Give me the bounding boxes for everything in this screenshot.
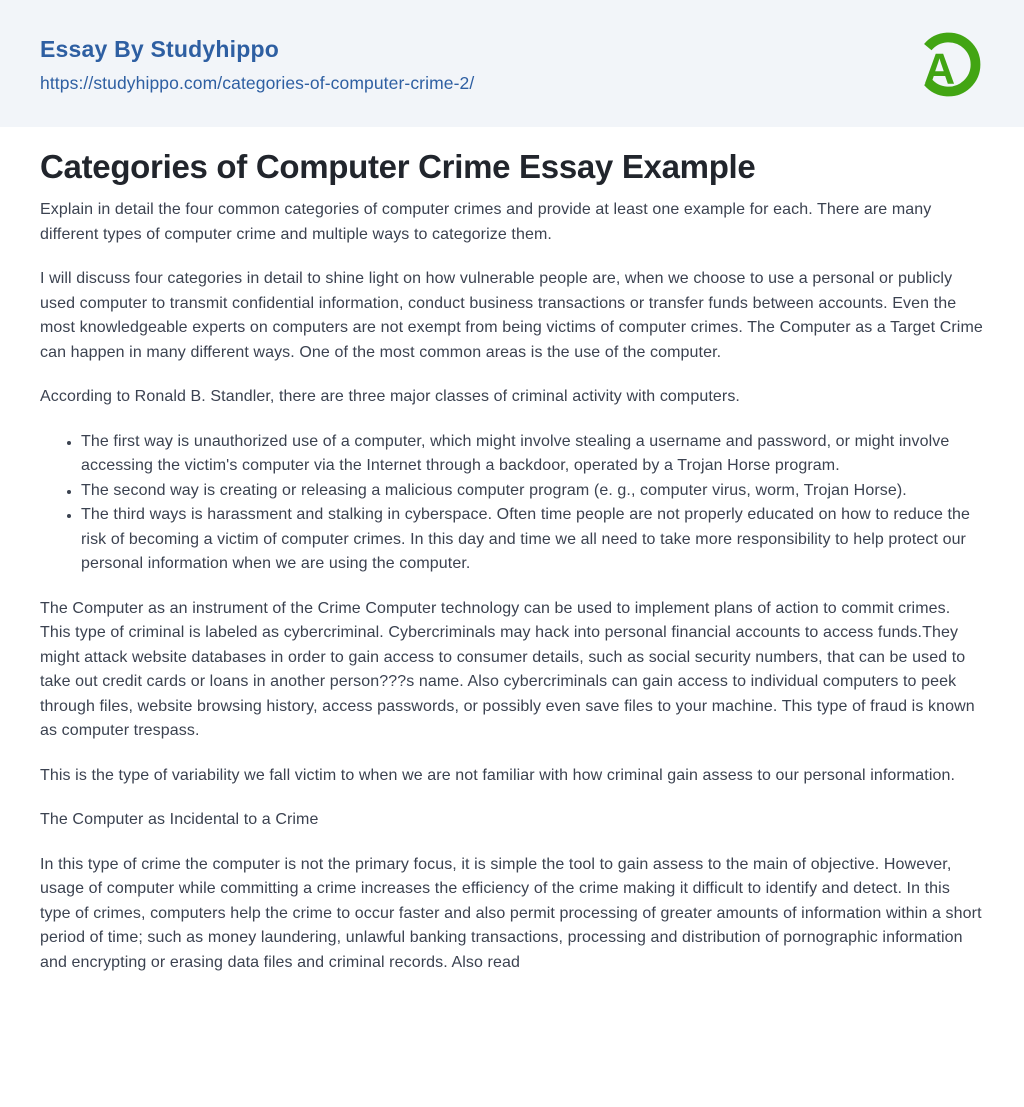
essay-paragraph: In this type of crime the computer is not the primary focus, it is simple the tool to gain assess to the main of objective. However, usage of computer while committing a crime increases the efficiency of the crime making it difficult to identify and detect. In this type of crimes, computers help the crime to occur faster and also permit processing of greater amounts of information within a short period of time; such as money laundering, unlawful banking transactions, processing and distribution of pornographic information and encrypting or erasing data files and criminal records. Also read <box>40 855 982 971</box>
article-content <box>0 127 1024 975</box>
essay-paragraph: The Computer as an instrument of the Crime Computer technology can be used to implement plans of action to commit crimes. This type of criminal is labeled as cybercriminal. Cybercriminals may hack into personal financial accounts to access funds.They might attack website databases in order to gain access to consumer details, such as social security numbers, that can be used to take out credit cards or loans in another person???s name. Also cybercriminals can gain access to individual computers to peek through files, website browsing history, access passwords, or possibly even save files to your machine. This type of fraud is known as computer trespass. <box>40 599 975 739</box>
header-text-block <box>40 36 474 94</box>
list-item: • The first way is unauthorized use of a computer, which might involve stealing a username and password, or might involve accessing the victim's computer via the Internet through a backdoor, operated by a Trojan Horse program. <box>81 430 984 479</box>
logo-letter: A <box>923 45 956 94</box>
essay-paragraph: This is the type of variability we fall victim to when we are not familiar with how criminal gain assess to our personal information. <box>40 766 956 784</box>
article-title: Categories of Computer Crime Essay Example <box>40 148 756 185</box>
logo-arc-icon <box>911 27 986 102</box>
essay-paragraph: I will discuss four categories in detail to shine light on how vulnerable people are, when we choose to use a personal or publicly used computer to transmit confidential information, conduct business transactions or transfer funds between accounts. Even the most knowledgeable experts on computers are not exempt from being victims of computer crimes. The Computer as a Target Crime can happen in many different ways. One of the most common areas is the use of the computer. <box>40 270 983 361</box>
criminal-activity-classes-list <box>40 430 984 577</box>
studyhippo-logo <box>911 27 986 102</box>
list-item: • The third ways is harassment and stalking in cyberspace. Often time people are not properly educated on how to reduce the risk of becoming a victim of computer crimes. In this day and time we all need to take more responsibility to help protect our personal information when we are using the computer. <box>81 503 984 577</box>
essay-paragraph: According to Ronald B. Standler, there are three major classes of criminal activity with computers. <box>40 388 740 405</box>
page-header <box>0 0 1024 127</box>
essay-paragraph: The Computer as Incidental to a Crime <box>40 811 319 828</box>
essay-source-url[interactable]: https://studyhippo.com/categories-of-computer-crime-2/ <box>40 72 475 93</box>
essay-paragraph: Explain in detail the four common categories of computer crimes and provide at least one example for each. There are many different types of computer crime and multiple ways to categorize them. <box>40 201 932 243</box>
list-item: • The second way is creating or releasing a malicious computer program (e. g., computer virus, worm, Trojan Horse). <box>81 479 984 504</box>
site-title: Essay By Studyhippo <box>40 35 279 62</box>
